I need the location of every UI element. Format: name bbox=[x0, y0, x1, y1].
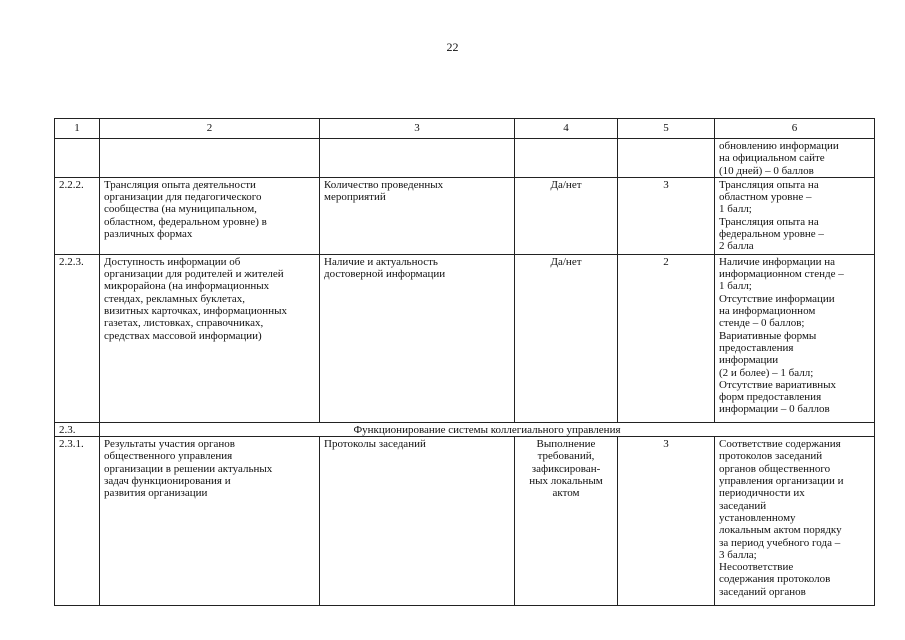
column-header-6: 6 bbox=[715, 119, 875, 139]
cell-criteria: Соответствие содержания протоколов заседаний органов общественного управления организации и периодичности их заседаний установленному локальным актом порядку за период учебного года – 3 балла; Несоответствие содержания протоколов заседаний органов bbox=[715, 437, 875, 606]
cell-num: 2.3.1. bbox=[55, 437, 100, 606]
column-header-3: 3 bbox=[320, 119, 515, 139]
cell-name: Результаты участия органов общественного управления организации в решении актуальных задач функционирования и развития организации bbox=[100, 437, 320, 606]
column-header-1: 1 bbox=[55, 119, 100, 139]
cell-score: 3 bbox=[618, 177, 715, 254]
table-header-row bbox=[55, 119, 875, 139]
cell-criteria: Трансляция опыта на областном уровне – 1 балл; Трансляция опыта на федеральном уровне – 2 балла bbox=[715, 177, 875, 254]
table-row bbox=[55, 437, 875, 606]
section-row bbox=[55, 422, 875, 436]
cell-measure: Да/нет bbox=[515, 254, 618, 422]
cell-measure: Да/нет bbox=[515, 177, 618, 254]
cell-num: 2.2.2. bbox=[55, 177, 100, 254]
column-header-5: 5 bbox=[618, 119, 715, 139]
cell-num bbox=[55, 139, 100, 178]
table-row bbox=[55, 177, 875, 254]
cell-name: Трансляция опыта деятельности организации для педагогического сообщества (на муниципальном, областном, федеральном уровне) в различных формах bbox=[100, 177, 320, 254]
cell-name: Доступность информации об организации для родителей и жителей микрорайона (на информационных стендах, рекламных буклетах, визитных карточках, информационных газетах, листовках, справочниках, средствах массовой информации) bbox=[100, 254, 320, 422]
cell-criteria: Наличие информации на информационном стенде – 1 балл; Отсутствие информации на информационном стенде – 0 баллов; Вариативные формы предоставления информации (2 и более) – 1 балл; Отсутствие вариативных форм предоставления информации – 0 баллов bbox=[715, 254, 875, 422]
table-row bbox=[55, 254, 875, 422]
section-title: Функционирование системы коллегиального управления bbox=[100, 422, 875, 436]
column-header-2: 2 bbox=[100, 119, 320, 139]
cell-name bbox=[100, 139, 320, 178]
page-number: 22 bbox=[446, 40, 459, 54]
cell-criteria: обновлению информации на официальном сайте (10 дней) – 0 баллов bbox=[715, 139, 875, 178]
cell-indicator bbox=[320, 139, 515, 178]
column-header-4: 4 bbox=[515, 119, 618, 139]
cell-indicator: Наличие и актуальность достоверной информации bbox=[320, 254, 515, 422]
cell-measure bbox=[515, 139, 618, 178]
cell-score: 2 bbox=[618, 254, 715, 422]
cell-indicator: Протоколы заседаний bbox=[320, 437, 515, 606]
cell-score bbox=[618, 139, 715, 178]
cell-measure: Выполнение требований, зафиксирован- ных локальным актом bbox=[515, 437, 618, 606]
table-row-continuation bbox=[55, 139, 875, 178]
section-num: 2.3. bbox=[55, 422, 100, 436]
criteria-table bbox=[54, 118, 875, 606]
cell-indicator: Количество проведенных мероприятий bbox=[320, 177, 515, 254]
cell-num: 2.2.3. bbox=[55, 254, 100, 422]
cell-score: 3 bbox=[618, 437, 715, 606]
